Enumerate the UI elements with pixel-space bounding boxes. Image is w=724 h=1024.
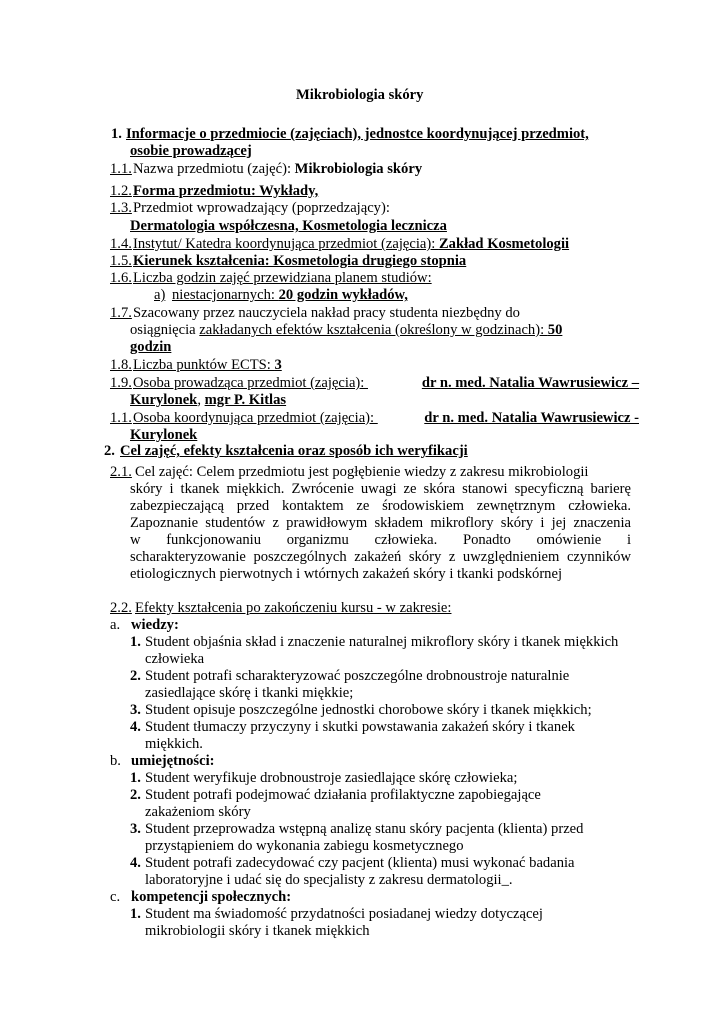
item-2-2-number: 2.2. [110,600,132,616]
item-1-9-separator: , [197,392,205,408]
list-b-item-3-line-2: przystąpieniem do wykonania zabiegu kosmetycznego [145,838,464,854]
list-a-letter: a. [110,617,121,633]
item-1-1 [133,161,422,178]
document-title: Mikrobiologia skóry [296,87,424,103]
item-1-10-value-cont: Kurylonek [130,427,198,443]
item-2-1-number: 2.1. [110,464,132,480]
list-a-item-4-line-2: miękkich. [145,736,203,752]
item-1-10-value: dr n. med. Natalia Wawrusiewicz - [424,410,639,426]
item-1-8 [133,357,282,374]
item-1-9-value-2: mgr P. Kitlas [204,392,287,408]
item-1-7-line2-pre: osiągnięcia [130,322,200,338]
list-b-item-2-number: 2. [130,787,141,803]
list-a-item-4-number: 4. [130,719,141,735]
item-1-10-number: 1.1. [110,410,132,426]
list-a-item-4-line-1: Student tłumaczy przyczyny i skutki powstawania zakażeń skóry i tkanek [145,719,575,735]
item-1-2-text: Forma przedmiotu: Wykłady, [133,183,319,199]
item-1-7-line2-underlined: zakładanych efektów kształcenia (określony w godzinach): [199,322,548,338]
item-2-1-line-7: etiologicznych pierwotnych i wtórnych zakażeń skóry i tkanki podskórnej [130,566,563,582]
item-1-8-label: Liczba punktów ECTS: [133,357,275,373]
item-2-1-line-5: w funkcjonowaniu organizmu człowieka. Ponadto omówienie i [130,532,631,548]
item-1-9-label: Osoba prowadząca przedmiot (zajęcia): [133,375,368,391]
item-1-6a-number: a) [154,287,166,303]
item-1-3-label: Przedmiot wprowadzający (poprzedzający): [133,200,390,216]
list-a-item-2-line-1: Student potrafi scharakteryzować poszczególne drobnoustroje naturalnie [145,668,570,684]
item-1-5-text: Kierunek kształcenia: Kosmetologia drugiego stopnia [133,253,467,269]
item-1-1-number: 1.1. [110,161,132,177]
item-1-2-number: 1.2. [110,183,132,199]
list-b-title: umiejętności: [131,753,215,769]
item-1-4-number: 1.4. [110,236,132,252]
item-1-9-number: 1.9. [110,375,132,391]
list-b-item-3-line-1: Student przeprowadza wstępną analizę stanu skóry pacjenta (klienta) przed [145,821,584,837]
item-1-6-label: Liczba godzin zajęć przewidziana planem studiów: [133,270,432,286]
list-a-item-3-line-1: Student opisuje poszczególne jednostki chorobowe skóry i tkanek miękkich; [145,702,592,718]
list-c-title: kompetencji społecznych: [131,889,292,905]
section-2-number: 2. [104,443,115,459]
list-a-title: wiedzy: [131,617,179,633]
list-b-item-2-line-2: zakażeniom skóry [145,804,251,820]
item-1-10-label: Osoba koordynująca przedmiot (zajęcia): [133,410,378,426]
list-b-item-4-line-2: laboratoryjne i udać się do specjalisty z zakresu dermatologii_. [145,872,513,888]
item-1-4-value: Zakład Kosmetologii [438,236,570,252]
list-a-item-3-number: 3. [130,702,141,718]
item-1-9-value-cont: Kurylonek [130,392,198,408]
item-1-4-label: Instytut/ Katedra koordynująca przedmiot (zajęcia): [133,236,439,252]
item-1-5-number: 1.5. [110,253,132,269]
item-1-8-number: 1.8. [110,357,132,373]
list-b-item-1-line-1: Student weryfikuje drobnoustroje zasiedlające skórę człowieka; [145,770,518,786]
list-a-item-1-number: 1. [130,634,141,650]
item-2-1-line-2: skóry i tkanek miękkich. Zwrócenie uwagi ze skóra stanowi specyficzną barierę [130,481,631,497]
list-c-item-1-line-2: mikrobiologii skóry i tkanek miękkich [145,923,370,939]
list-a-item-2-line-2: zasiedlające skórę i tkanki miękkie; [145,685,354,701]
item-2-2-text: Efekty kształcenia po zakończeniu kursu - w zakresie: [135,600,452,616]
item-2-1-line-1: Cel zajęć: Celem przedmiotu jest pogłębienie wiedzy z zakresu mikrobiologii [135,464,589,480]
item-1-7-value: 50 [547,322,563,338]
list-c-letter: c. [110,889,121,905]
list-b-letter: b. [110,753,121,769]
list-c-item-1-line-1: Student ma świadomość przydatności posiadanej wiedzy dotyczącej [145,906,543,922]
item-1-9-value: dr n. med. Natalia Wawrusiewicz – [421,375,639,391]
list-b-item-1-number: 1. [130,770,141,786]
section-2-heading: Cel zajęć, efekty kształcenia oraz sposób ich weryfikacji [120,443,468,459]
item-1-9 [133,375,639,392]
item-1-6a-value: 20 godzin wykładów, [278,287,408,303]
item-2-1-line-3: zabezpieczającą przed kontaktem ze środowiskiem zewnętrznym człowieka. [130,498,631,514]
section-1-heading-cont: osobie prowadzącej [130,143,252,159]
item-1-7-line2 [130,322,562,339]
section-1-heading: Informacje o przedmiocie (zajęciach), jednostce koordynującej przedmiot, [126,126,589,142]
item-1-6a-label: niestacjonarnych: [172,287,279,303]
item-2-1-line-4: Zapoznanie studentów z prawidłowym składem mikroflory skóry i jej znaczenia [130,515,631,531]
list-b-item-2-line-1: Student potrafi podejmować działania profilaktyczne zapobiegające [145,787,541,803]
item-1-6-number: 1.6. [110,270,132,286]
list-b-item-4-number: 4. [130,855,141,871]
item-1-7-value-unit: godzin [130,339,172,355]
item-1-3-number: 1.3. [110,200,132,216]
list-a-item-1-line-1: Student objaśnia skład i znaczenie naturalnej mikroflory skóry i tkanek miękkich [145,634,619,650]
list-c-item-1-number: 1. [130,906,141,922]
item-1-3-value: Dermatologia współczesna, Kosmetologia lecznicza [130,218,447,234]
list-a-item-1-line-2: człowieka [145,651,205,667]
section-1-number: 1. [111,126,122,142]
item-1-9-cont [130,392,286,409]
item-1-7-line1: Szacowany przez nauczyciela nakład pracy studenta niezbędny do [133,305,520,321]
item-1-6a [172,287,408,304]
item-1-10 [133,410,639,427]
list-b-item-3-number: 3. [130,821,141,837]
list-a-item-2-number: 2. [130,668,141,684]
item-1-1-label: Nazwa przedmiotu (zajęć): [133,161,295,177]
item-1-4 [133,236,569,253]
list-b-item-4-line-1: Student potrafi zadecydować czy pacjent (klienta) musi wykonać badania [145,855,575,871]
item-2-1-line-6: scharakteryzowanie poszczególnych zakażeń skóry z uwzględnieniem czynników [130,549,631,565]
item-1-7-number: 1.7. [110,305,132,321]
item-1-1-value: Mikrobiologia skóry [294,161,423,177]
item-1-8-value: 3 [274,357,282,373]
